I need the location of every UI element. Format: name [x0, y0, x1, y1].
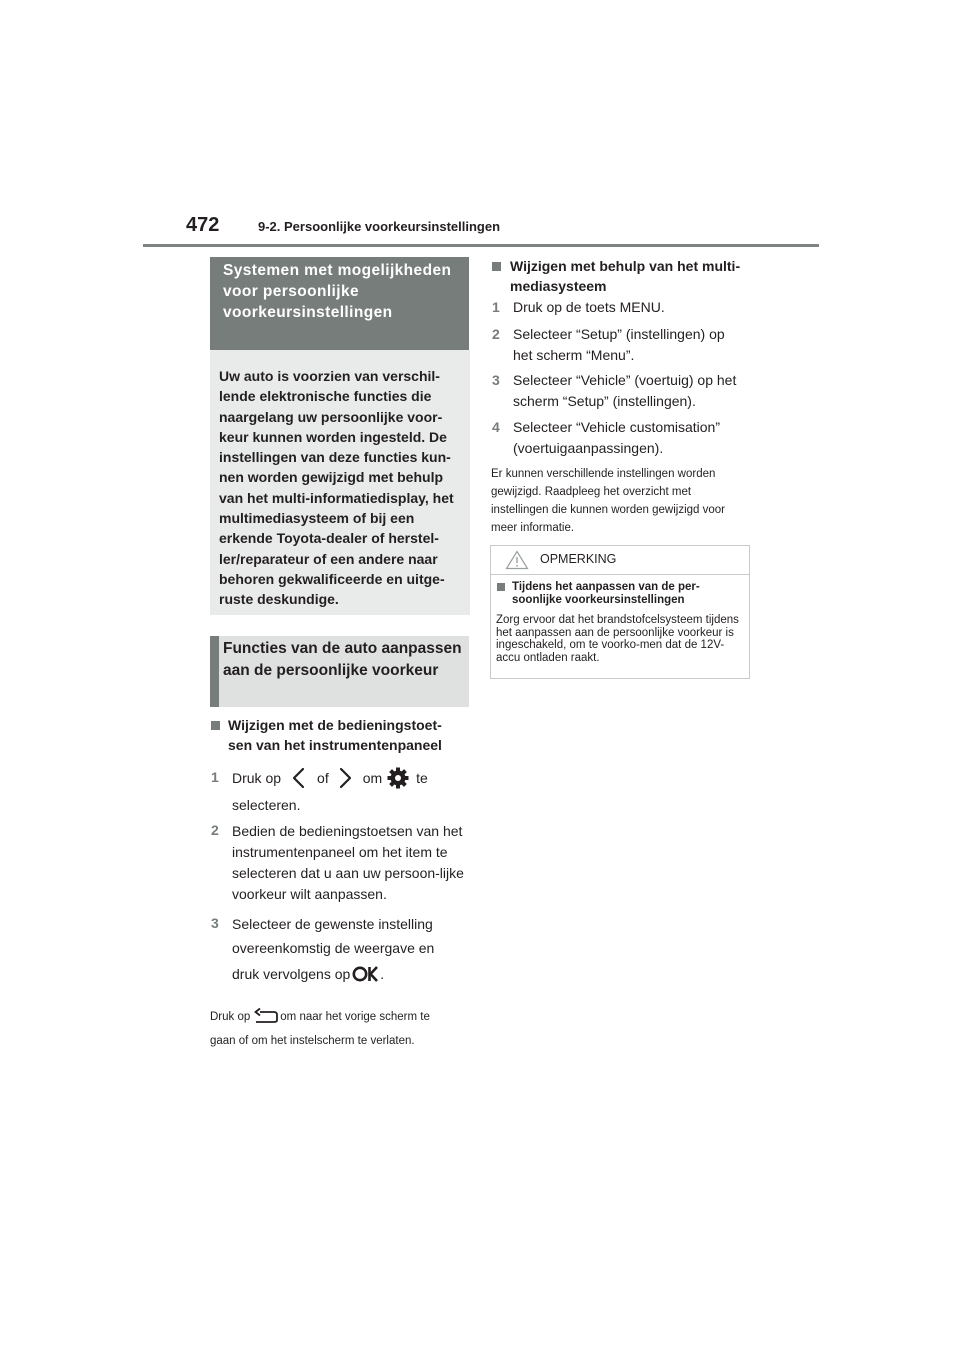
step-number: 1 [492, 299, 500, 315]
intro-text: Uw auto is voorzien van verschil-lende elektronische functies die naargelang uw persoonlijke voor-keur kunnen worden ingesteld. De instellingen van deze functies kun-nen worden gewijzigd met behulp van het multi-informatiedisplay, het multimediasysteem of bij een erkende Toyota-dealer of herstel-ler/reparateur of een andere naar behoren gekwalificeerde en uitge-ruste deskundige. [219, 368, 454, 608]
info-text: Er kunnen verschillende instellingen worden gewijzigd. Raadpleeg het overzicht met instellingen die kunnen worden gewijzigd voor meer informatie. [491, 468, 725, 534]
warning-triangle-icon [505, 550, 529, 570]
step-text: druk vervolgens op [232, 966, 351, 982]
notice-subhead: Tijdens het aanpassen van de per-soonlijke voorkeursinstellingen [512, 581, 700, 606]
square-bullet-icon [492, 262, 501, 271]
back-note-line1 [210, 1007, 430, 1027]
gear-icon [382, 766, 416, 790]
subhead-multimedia-line1: Wijzigen met behulp van het multi- [510, 258, 741, 274]
step-text: te [416, 770, 428, 786]
step-number: 2 [211, 822, 219, 838]
page-number: 472 [186, 214, 220, 236]
step-text: of [317, 770, 329, 786]
note-text: Druk op [210, 1011, 251, 1023]
step-number: 3 [211, 915, 219, 931]
square-bullet-icon [211, 721, 220, 730]
step-number: 1 [211, 769, 219, 785]
step-text: Druk op [232, 770, 282, 786]
subhead-multimedia-line2: mediasysteem [510, 278, 607, 294]
section-title-bar [210, 636, 219, 707]
subhead-instrument-line2: sen van het instrumentenpaneel [228, 737, 442, 753]
chevron-right-icon [329, 766, 363, 790]
step-2-text: Bedien de bedieningstoetsen van het instrumentenpaneel om het item te selecteren dat u aan uw persoon-lijke voorkeur wilt aanpassen. [232, 823, 464, 902]
step-3-line1: Selecteer de gewenste instelling [232, 916, 433, 932]
step-number: 4 [492, 419, 500, 435]
section-title: Functies van de auto aanpassen aan de persoonlijke voorkeur [223, 640, 462, 679]
step-number: 2 [492, 326, 500, 342]
step-text: . [380, 966, 385, 982]
header-rule [143, 244, 819, 247]
notice-divider [490, 574, 750, 575]
notice-title: OPMERKING [540, 552, 617, 566]
section-header: 9-2. Persoonlijke voorkeursinstellingen [258, 219, 501, 234]
mm-step-3-text: Selecteer “Vehicle” (voertuig) op het scherm “Setup” (instellingen). [513, 372, 737, 409]
ok-icon [350, 963, 380, 985]
chevron-left-icon [281, 766, 317, 790]
step-1-line1 [232, 768, 428, 788]
square-bullet-icon [497, 583, 505, 591]
mm-step-1-text: Druk op de toets MENU. [513, 299, 665, 315]
systems-title: Systemen met mogelijkheden voor persoonlijke voorkeursinstellingen [223, 262, 452, 321]
step-1-line2: selecteren. [232, 797, 301, 813]
back-arrow-icon [250, 1007, 280, 1027]
step-text: om [362, 770, 383, 786]
note-text: om naar het vorige scherm te [280, 1011, 430, 1023]
mm-step-2-text: Selecteer “Setup” (instellingen) op het scherm “Menu”. [513, 326, 725, 363]
step-3-line2: overeenkomstig de weergave en [232, 940, 435, 956]
mm-step-4-text: Selecteer “Vehicle customisation” (voertuigaanpassingen). [513, 419, 720, 456]
step-number: 3 [492, 372, 500, 388]
step-3-line3 [232, 964, 384, 984]
notice-body: Zorg ervoor dat het brandstofcelsysteem tijdens het aanpassen aan de persoonlijke voorkeur is ingeschakeld, om te voorko-men dat de 12V-accu ontladen raakt. [496, 614, 739, 664]
subhead-instrument-line1: Wijzigen met de bedieningstoet- [228, 717, 442, 733]
back-note-line2: gaan of om het instelscherm te verlaten. [210, 1035, 415, 1047]
